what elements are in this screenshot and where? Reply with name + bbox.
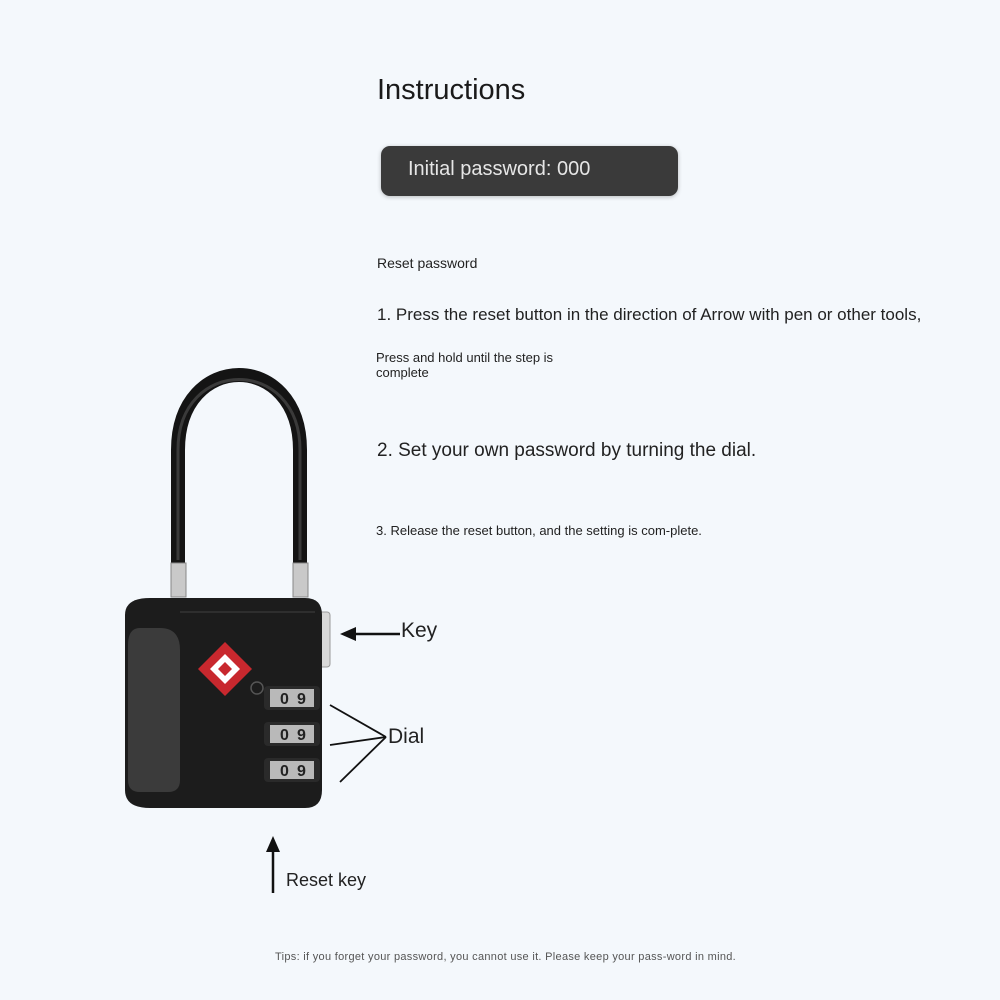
step-2-text: 2. Set your own password by turning the dial. [377,440,757,461]
dial-3-digit-a: 0 [280,763,289,780]
dial-1-digit-b: 9 [297,691,306,708]
reset-key-label: Reset key [286,870,367,890]
step-1-note: Press and hold until the step is complete [376,350,554,380]
dial-wheel-2[interactable] [270,725,314,743]
dial-3-digit-b: 9 [297,763,306,780]
dial-label: Dial [388,725,425,748]
dial-pointer-lines [330,705,386,782]
key-label: Key [401,619,438,642]
tips-text: Tips: if you forget your password, you cannot use it. Please keep your pass-word in mind. [275,951,737,963]
dial-wheel-3[interactable] [270,761,314,779]
reset-key-arrow-icon [266,836,280,893]
dial-2-digit-b: 9 [297,727,306,744]
combination-dials [264,686,320,782]
dial-wheel-1[interactable] [270,689,314,707]
reset-password-heading: Reset password [377,255,478,271]
initial-password-text: Initial password: 000 [408,158,591,180]
page-title: Instructions [377,74,526,106]
dial-1-digit-a: 0 [280,691,289,708]
step-3-text: 3. Release the reset button, and the setting is com-plete. [376,523,702,538]
dial-2-digit-a: 0 [280,727,289,744]
side-grip [128,628,180,792]
reset-button[interactable] [251,682,263,694]
cable-shackle [171,375,308,597]
key-arrow-icon [340,627,400,641]
step-1-text: 1. Press the reset button in the direction of Arrow with pen or other tools, [377,305,922,324]
